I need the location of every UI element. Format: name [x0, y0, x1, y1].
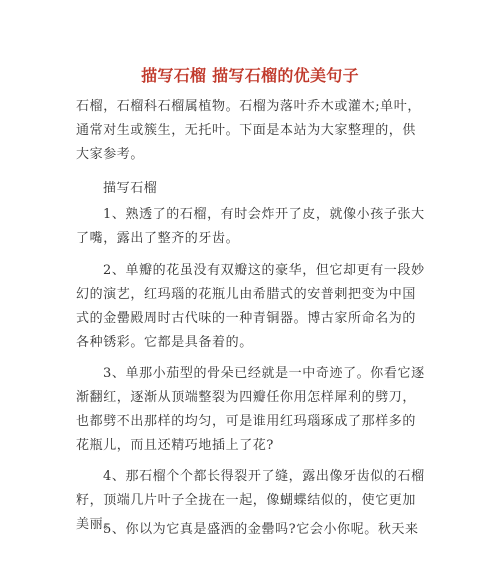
- list-item: 2、单瓣的花虽没有双瓣这的豪华，但它却更有一段妙幻的演艺，红玛瑙的花瓶儿由希腊式的安普剌把变为中国式的金罍殿周时古代味的一种青铜器。博古家所命名为的各种锈彩。它都是具备着的。: [76, 263, 425, 350]
- section-heading: 描写石榴: [103, 181, 158, 196]
- page-title: 描写石榴 描写石榴的优美句子: [141, 66, 359, 85]
- list-item: 3、单那小茄型的骨朵已经就是一中奇迹了。你看它逐渐翻红，逐渐从顶端整裂为四瓣任你用怎样犀利的劈刀，也都劈不出那样的均匀，可是谁用红玛瑙琢成了那样多的花瓶儿，而且还精巧地插上了花?: [76, 366, 425, 453]
- list-item: 4、那石榴个个都长得裂开了缝，露出像牙齿似的石榴籽，顶端几片叶子全拢在一起，像蝴蝶结似的，使它更加美丽。: [76, 469, 425, 532]
- intro-paragraph: 石榴，石榴科石榴属植物。石榴为落叶乔木或灌木;单叶，通常对生或簇生，无托叶。下面是本站为大家整理的，供大家参考。: [76, 99, 421, 162]
- list-item: 5、你以为它真是盛洒的金罍吗?它会小你呢。秋天来: [103, 522, 419, 537]
- list-item: 1、熟透了的石榴，有时会炸开了皮，就像小孩子张大了嘴，露出了整齐的牙齿。: [76, 207, 425, 246]
